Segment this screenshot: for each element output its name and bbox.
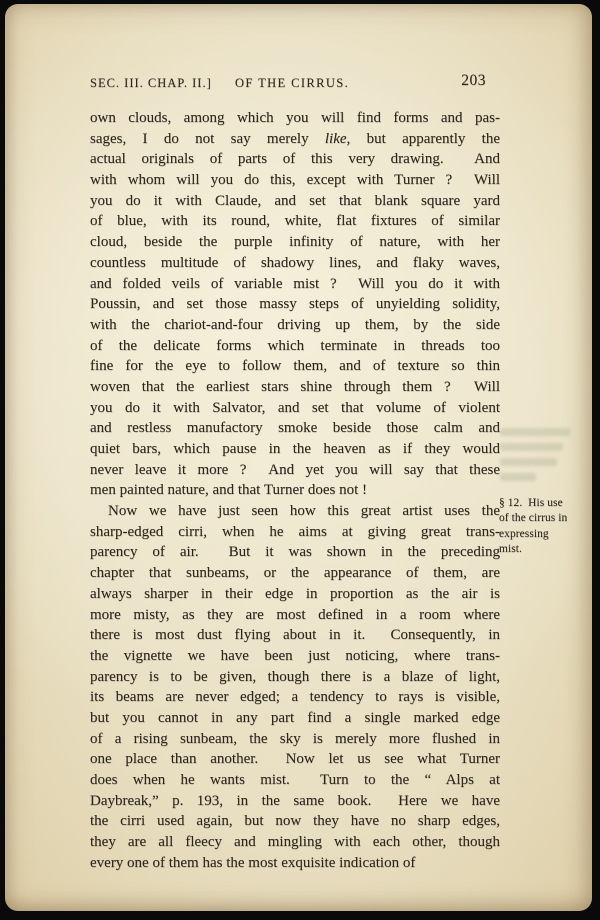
bleed-through-text — [500, 428, 578, 488]
text-line: and folded veils of variable mist ? Will you do it with — [90, 275, 500, 292]
text-line: parency is to be given, though there is a blaze of light, — [90, 668, 500, 685]
text-line: the cirri used again, but now they have no sharp edges, — [90, 813, 500, 830]
text-line: chapter that sunbeams, or the appearance of them, are — [90, 565, 500, 582]
text-line: and restless manufactory smoke beside those calm and — [90, 420, 500, 437]
text-line: you do it with Claude, and set that blank square yard — [90, 192, 500, 209]
text-line: never leave it more ? And yet you will say that these — [90, 461, 500, 478]
text-line: always sharper in their edge in proportion as the air is — [90, 585, 500, 602]
text-line: but you cannot in any part find a single marked edge — [90, 709, 500, 726]
text-line: woven that the earliest stars shine through them ? Will — [90, 378, 500, 395]
text-line: of blue, with its round, white, flat fixtures of similar — [90, 213, 500, 230]
text-line: they are all fleecy and mingling with each other, though — [90, 834, 500, 851]
text-line: sages, I do not say merely like, but apparently the — [90, 130, 500, 147]
text-line: of a rising sunbeam, the sky is merely more flushed in — [90, 730, 500, 747]
text-line: one place than another. Now let us see what Turner — [90, 751, 500, 768]
header-section-label: SEC. III. CHAP. II.] — [90, 76, 212, 90]
text-line: actual originals of parts of this very drawing. And — [90, 151, 500, 168]
margin-note — [499, 496, 585, 557]
text-line: men painted nature, and that Turner does not ! — [90, 482, 368, 499]
text-line: Poussin, and set those massy steps of unyielding solidity, — [90, 296, 500, 313]
text-line: with whom will you do this, except with Turner ? Will — [90, 172, 500, 189]
text-line: you do it with Salvator, and set that volume of violent — [90, 399, 500, 416]
text-line: there is most dust flying about in it. Consequently, in — [90, 627, 500, 644]
text-line: quiet bars, which pause in the heaven as if they would — [90, 441, 500, 457]
margin-note-line: § 12. His use — [499, 497, 563, 509]
text-line: does when he wants mist. Turn to the “ Alps at — [90, 772, 500, 788]
header-running-title: OF THE CIRRUS. — [235, 76, 350, 90]
header-page-number: 203 — [461, 72, 486, 89]
text-line: countless multitude of shadowy lines, and flaky waves, — [90, 254, 500, 271]
text-line: every one of them has the most exquisite indication of — [90, 854, 416, 871]
margin-note-line: of the cirrus in — [499, 512, 568, 525]
text-line: more misty, as they are most defined in a room where — [90, 606, 500, 623]
text-line: of the delicate forms which terminate in threads too — [90, 337, 500, 354]
body-text-column — [90, 108, 500, 873]
text-line: the vignette we have been just noticing, where trans- — [90, 647, 500, 664]
text-line: cloud, beside the purple infinity of nature, with her — [90, 234, 500, 251]
text-line: own clouds, among which you will find forms and pas- — [90, 110, 500, 126]
book-page — [5, 4, 592, 911]
text-line: Daybreak,” p. 193, in the same book. Here we have — [90, 792, 500, 809]
text-line: parency of air. But it was shown in the preceding — [90, 544, 500, 561]
page-header — [90, 74, 500, 94]
margin-note-line: mist. — [499, 542, 522, 555]
text-line: fine for the eye to follow them, and of texture so thin — [90, 358, 500, 375]
margin-note-line: expressing — [499, 527, 549, 540]
text-line: with the chariot-and-four driving up them, by the side — [90, 316, 500, 333]
text-line: sharp-edged cirri, when he aims at giving great trans- — [90, 523, 500, 540]
text-line: Now we have just seen how this great artist uses the — [108, 503, 500, 520]
text-line: its beams are never edged; a tendency to rays is visible, — [90, 689, 500, 706]
